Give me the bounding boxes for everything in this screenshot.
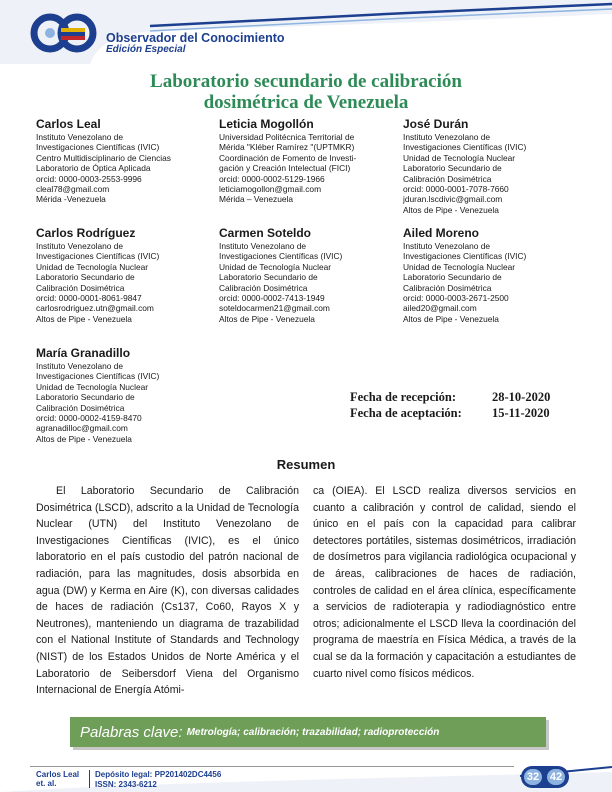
page-total: 42 — [547, 769, 565, 785]
author-affiliation: Investigaciones Científicas (IVIC) — [36, 371, 160, 382]
author-affiliation: Investigaciones Científicas (IVIC) — [36, 251, 160, 262]
author-email: cleal78@gmail.com — [36, 184, 110, 195]
author-affiliation: Unidad de Tecnología Nuclear — [36, 381, 149, 392]
footer-legal — [95, 770, 221, 789]
keywords-label: Palabras clave: — [80, 723, 183, 741]
received-label: Fecha de recepción: — [350, 390, 456, 404]
author-affiliation: Universidad Politécnica Territorial de — [219, 132, 355, 142]
author-affiliation: Investigaciones Científicas (IVIC) — [403, 251, 527, 262]
author-affiliation: Calibración Dosimétrica — [403, 282, 492, 293]
article-title-line-1: Laboratorio secundario de calibración — [150, 71, 462, 92]
author-affiliation: Laboratorio Secundario de — [219, 272, 318, 283]
author-name: José Durán — [403, 117, 469, 131]
author-block-3 — [403, 117, 583, 215]
author-block-1 — [36, 117, 216, 205]
author-location: Mérida – Venezuela — [219, 194, 294, 205]
footer-author — [36, 770, 79, 788]
author-affiliation: Unidad de Tecnología Nuclear — [403, 152, 516, 163]
author-name: María Granadillo — [36, 346, 131, 360]
author-affiliation: Instituto Venezolano de — [36, 132, 124, 142]
abstract-heading: Resumen — [276, 457, 336, 472]
author-affiliation: Instituto Venezolano de — [403, 241, 491, 251]
author-block-2 — [219, 117, 399, 205]
author-affiliation: Investigaciones Científicas (IVIC) — [403, 142, 527, 153]
author-affiliation: Calibración Dosimétrica — [403, 173, 492, 184]
author-email: ailed20@gmail.com — [403, 303, 477, 314]
author-affiliation: Instituto Venezolano de — [403, 132, 491, 142]
footer-separator — [89, 770, 90, 788]
accepted-value: 15-11-2020 — [492, 406, 550, 420]
accepted-label: Fecha de aceptación: — [350, 406, 462, 420]
author-affiliation: Investigaciones Científicas (IVIC) — [36, 142, 160, 153]
author-block-6 — [403, 226, 583, 324]
author-affiliation: Calibración Dosimétrica — [219, 282, 308, 293]
received-value: 28-10-2020 — [492, 390, 551, 404]
author-affiliation: Coordinación de Fomento de Investi- — [219, 152, 357, 163]
author-affiliation: Investigaciones Científicas (IVIC) — [219, 251, 343, 262]
author-affiliation: Laboratorio Secundario de — [403, 272, 502, 283]
footer-divider — [30, 766, 514, 767]
abstract-column-right: ca (OIEA). El LSCD realiza diversos servicios en cuanto a calibración y control de calidad, siendo el único en el país con la capacidad para calibrar detectores portátiles, sistemas dosimétricos, irradiación de dosímetros para vigilancia radiológica ocupacional y de áreas, calibraciones de haces de radiación, controles de calidad en el área clínica, específicamente a servicios de radioterapia y radiodiagnóstico entre otros; adicionalmente el LSCD lleva la coordinación del programa de maestría en Física Médica, a través de la cual se da la formación y capacitación a estudiantes de cuarto nivel como físicos médicos. — [313, 485, 576, 680]
author-location: Altos de Pipe - Venezuela — [403, 204, 499, 215]
author-affiliation: Unidad de Tecnología Nuclear — [219, 261, 332, 272]
article-title-line-2: dosimétrica de Venezuela — [203, 92, 409, 113]
article-title — [60, 71, 552, 113]
author-block-7 — [36, 346, 216, 444]
author-block-5 — [219, 226, 399, 324]
author-name: Ailed Moreno — [403, 226, 480, 240]
received-date-row — [350, 389, 550, 405]
author-affiliation: Unidad de Tecnología Nuclear — [36, 261, 149, 272]
author-email: agranadilloc@gmail.com — [36, 423, 128, 434]
author-location: Altos de Pipe - Venezuela — [403, 313, 499, 324]
author-affiliation: Centro Multidisciplinario de Ciencias — [36, 152, 171, 163]
author-email: soteldocarmen21@gmail.com — [219, 303, 330, 314]
author-orcid: orcid: 0000-0002-5129-1966 — [219, 173, 325, 184]
accepted-date-row — [350, 405, 550, 421]
author-email: jduran.lscdivic@gmail.com — [403, 194, 503, 205]
footer-author-name: Carlos Leal — [36, 770, 80, 779]
journal-edition: Edición Especial — [106, 44, 186, 55]
author-email: leticiamogollon@gmail.com — [219, 184, 322, 195]
author-name: Carlos Leal — [36, 117, 101, 131]
author-orcid: orcid: 0000-0001-7078-7660 — [403, 184, 509, 195]
journal-name: Observador del Conocimiento — [106, 31, 285, 45]
author-affiliation: Laboratorio Secundario de — [36, 392, 135, 403]
footer-author-etal: et. al. — [36, 779, 57, 788]
submission-dates — [350, 389, 550, 421]
author-location: Altos de Pipe - Venezuela — [36, 313, 132, 324]
journal-logo — [30, 12, 104, 54]
author-affiliation: Instituto Venezolano de — [36, 241, 124, 251]
page-number-badge — [521, 766, 569, 788]
author-orcid: orcid: 0000-0001-8061-9847 — [36, 293, 142, 304]
author-affiliation: Instituto Venezolano de — [219, 241, 307, 251]
author-affiliation: Mérida "Kléber Ramírez "(UPTMKR) — [219, 142, 355, 153]
author-orcid: orcid: 0000-0003-2553-9996 — [36, 173, 142, 184]
keywords-values: Metrología; calibración; trazabilidad; radioprotección — [186, 726, 440, 738]
author-affiliation: Laboratorio de Óptica Aplicada — [36, 163, 151, 174]
author-affiliation: Calibración Dosimétrica — [36, 402, 125, 413]
author-location: Altos de Pipe - Venezuela — [219, 313, 315, 324]
issn: ISSN: 2343-6212 — [95, 779, 157, 789]
author-affiliation: Calibración Dosimétrica — [36, 282, 125, 293]
author-location: Altos de Pipe - Venezuela — [36, 433, 132, 444]
legal-deposit: Depósito legal: PP201402DC4456 — [95, 770, 222, 779]
author-orcid: orcid: 0000-0002-4159-8470 — [36, 413, 142, 424]
page-current: 32 — [524, 769, 542, 785]
author-affiliation: gación y Creación Intelectual (FICI) — [219, 163, 351, 174]
abstract-column-left: El Laboratorio Secundario de Calibración Dosimétrica (LSCD), adscrito a la Unidad de Tecnología Nuclear (UTN) del Instituto Venezolano de Investigaciones Científicas (IVIC), es el único laboratorio en el país custodio del patrón nacional de radiación, para las magnitudes, dosis absorbida en agua (DW) y Kerma en Aire (K), con diversas calidades de haces de radiación (Cs137, Co60, Rayos X y Neutrones), manteniendo un diagrama de trazabilidad con el National Institute of Standards and Technology (NIST) de los Estados Unidos de Norte América y el Laboratorio de Seibersdorf Viena del Organismo Internacional de Energía Atómi- — [36, 485, 299, 697]
author-name: Carmen Soteldo — [219, 226, 312, 240]
author-affiliation: Laboratorio Secundario de — [403, 163, 502, 174]
author-email: carlosrodriguez.utn@gmail.com — [36, 303, 154, 314]
author-name: Leticia Mogollón — [219, 117, 314, 131]
author-location: Mérida -Venezuela — [36, 194, 106, 205]
author-name: Carlos Rodríguez — [36, 226, 136, 240]
author-affiliation: Instituto Venezolano de — [36, 361, 124, 371]
author-block-4 — [36, 226, 216, 324]
author-affiliation: Unidad de Tecnología Nuclear — [403, 261, 516, 272]
author-orcid: orcid: 0000-0002-7413-1949 — [219, 293, 325, 304]
author-affiliation: Laboratorio Secundario de — [36, 272, 135, 283]
keywords-box — [70, 717, 546, 747]
author-orcid: orcid: 0000-0003-2671-2500 — [403, 293, 509, 304]
